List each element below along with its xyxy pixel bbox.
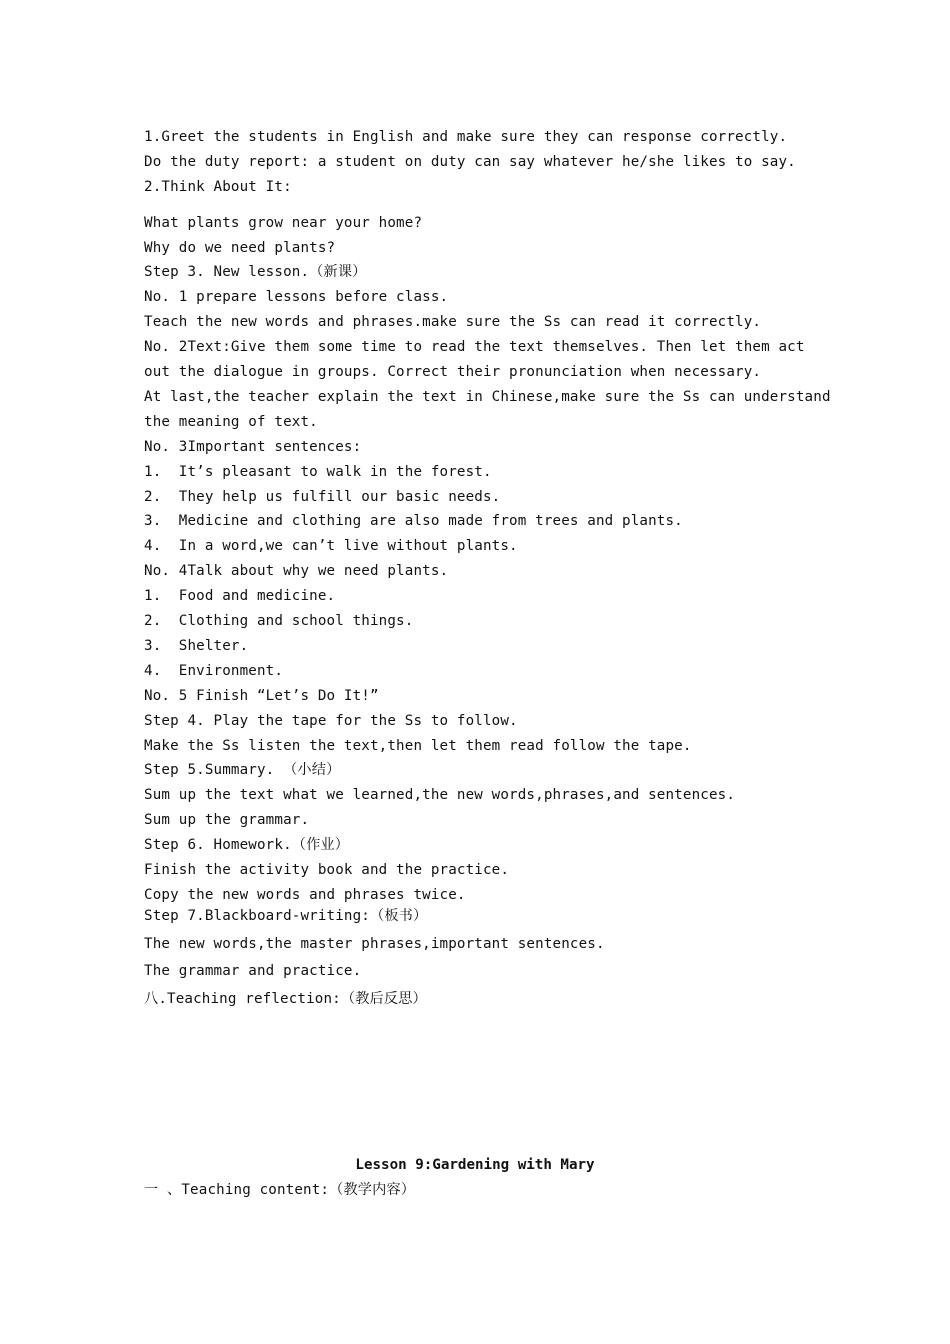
lesson-title: Lesson 9:Gardening with Mary: [355, 1157, 595, 1173]
text-line: 2.Think About It:: [144, 179, 292, 195]
text-line: the meaning of text.: [144, 414, 318, 430]
text-line: Why do we need plants?: [144, 240, 336, 256]
text-line: 1. It’s pleasant to walk in the forest.: [144, 464, 492, 480]
text-line: No. 4Talk about why we need plants.: [144, 563, 449, 579]
text-line: Finish the activity book and the practice.: [144, 862, 510, 878]
text-line: 2. Clothing and school things.: [144, 613, 414, 629]
text-line: 1.Greet the students in English and make sure they can response correctly.: [144, 129, 788, 145]
text-line: Teach the new words and phrases.make sure the Ss can read it correctly.: [144, 314, 762, 330]
text-line: Make the Ss listen the text,then let them read follow the tape.: [144, 738, 692, 754]
text-line: Step 7.Blackboard-writing:（板书）: [144, 908, 428, 924]
text-line: At last,the teacher explain the text in Chinese,make sure the Ss can understand: [144, 389, 831, 405]
text-line: Step 5.Summary. （小结）: [144, 762, 341, 778]
text-line: Sum up the text what we learned,the new words,phrases,and sentences.: [144, 787, 736, 803]
text-line: No. 5 Finish “Let’s Do It!”: [144, 688, 379, 704]
text-line: Step 3. New lesson.（新课）: [144, 264, 367, 280]
text-line: No. 1 prepare lessons before class.: [144, 289, 449, 305]
text-line: 3. Medicine and clothing are also made from trees and plants.: [144, 513, 683, 529]
text-line: Step 4. Play the tape for the Ss to follow.: [144, 713, 518, 729]
text-line: 4. Environment.: [144, 663, 284, 679]
text-line: The grammar and practice.: [144, 963, 362, 979]
text-line: No. 2Text:Give them some time to read the text themselves. Then let them act: [144, 339, 805, 355]
text-line: 1. Food and medicine.: [144, 588, 336, 604]
text-line: No. 3Important sentences:: [144, 439, 362, 455]
text-line: Copy the new words and phrases twice.: [144, 887, 466, 903]
text-line: 八.Teaching reflection:（教后反思）: [144, 991, 427, 1007]
text-line: The new words,the master phrases,important sentences.: [144, 936, 605, 952]
text-line: Do the duty report: a student on duty can say whatever he/she likes to say.: [144, 154, 796, 170]
text-line: Sum up the grammar.: [144, 812, 310, 828]
text-line: 4. In a word,we can’t live without plants.: [144, 538, 518, 554]
text-line: Step 6. Homework.（作业）: [144, 837, 350, 853]
text-line: 3. Shelter.: [144, 638, 249, 654]
text-line: What plants grow near your home?: [144, 215, 423, 231]
text-line: out the dialogue in groups. Correct their pronunciation when necessary.: [144, 364, 762, 380]
teaching-content-heading: 一 、Teaching content:（教学内容）: [144, 1182, 416, 1198]
text-line: 2. They help us fulfill our basic needs.: [144, 489, 501, 505]
